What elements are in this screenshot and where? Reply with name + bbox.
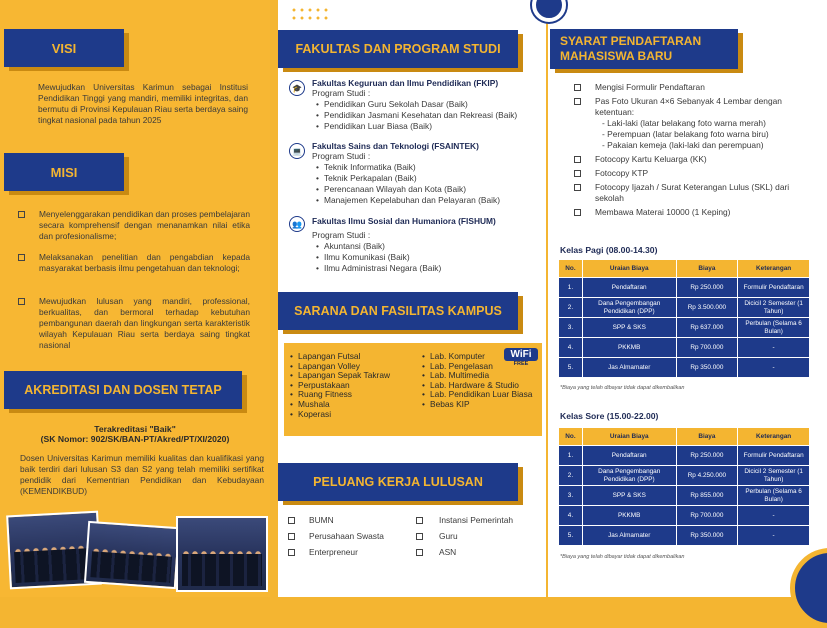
prodi-list [312, 99, 544, 132]
table-cell: - [738, 526, 810, 546]
prodi-item: • Pendidikan Jasmani Kesehatan dan Rekreasi (Baik) [316, 110, 544, 121]
checkbox-icon [18, 254, 25, 261]
table-cell: Rp 855.000 [676, 486, 738, 506]
graduation-photo-2 [84, 521, 180, 589]
misi-item [18, 209, 250, 242]
sarana-item: • Lab. Multimedia [422, 371, 534, 381]
misi-item-text: Menyelenggarakan pendidikan dan proses pembelajaran secara komprehensif dengan menanamkan nilai etika dan profesionalisme; [39, 209, 250, 241]
syarat-item [574, 207, 814, 218]
checkbox-icon [288, 549, 295, 556]
table-cell: 1. [559, 278, 583, 298]
sarana-item: • Lab. Hardware & Studio [422, 381, 534, 391]
syarat-item [574, 96, 814, 118]
checkbox-icon [574, 184, 581, 191]
syarat-sub-list [574, 118, 814, 151]
table-cell: Rp 700.000 [676, 506, 738, 526]
misi-item-text: Melaksanakan penelitian dan pengabdian kepada masyarakat berbasis ilmu pengetahuan dan teknologi; [39, 252, 250, 273]
akreditasi-title: AKREDITASI DAN DOSEN TETAP [24, 383, 222, 397]
sarana-item: • Lab. Komputer [422, 352, 534, 362]
people-icon: 👥 [289, 216, 305, 232]
peluang-item-text: Instansi Pemerintah [439, 515, 514, 525]
table-cell: Rp 3.500.000 [676, 298, 738, 318]
misi-title: MISI [50, 164, 78, 180]
table-cell: Dana Pengembangan Pendidikan (DPP) [582, 298, 676, 318]
akreditasi-status: Terakreditasi "Baik" [94, 424, 176, 434]
column-header: Uraian Biaya [582, 260, 676, 278]
peluang-item [416, 547, 456, 558]
misi-item [18, 296, 250, 351]
prodi-item: • Manajemen Kepelabuhan dan Pelayaran (Baik) [316, 195, 544, 206]
sarana-item: • Ruang Fitness [290, 390, 418, 400]
table-header-row [559, 260, 810, 278]
misi-item-text: Mewujudkan lulusan yang mandiri, professional, berkualitas, dan bermoral terhadap kebutuhan pembangunan daerah dan lingkungan serta karakteristik wilayah Kepulauan Riau serta berdaya saing tingkat nasional [39, 296, 250, 350]
table-cell: 3. [559, 486, 583, 506]
peluang-item [416, 515, 513, 526]
graduation-photo-3 [176, 516, 268, 592]
kelas-sore-title: Kelas Sore (15.00-22.00) [560, 411, 659, 421]
peluang-title: PELUANG KERJA LULUSAN [313, 475, 483, 489]
kelas-pagi-note: *Biaya yang telah dibayar tidak dapat dikembalikan [560, 385, 685, 391]
sarana-item: • Lapangan Sepak Takraw [290, 371, 418, 381]
fakultas-header [278, 30, 518, 68]
prodi-item: • Akuntansi (Baik) [316, 241, 544, 252]
syarat-sub-item: - Pakaian kemeja (laki-laki dan perempuan) [602, 140, 764, 150]
sarana-item: • Bebas KIP [422, 400, 534, 410]
visi-title: VISI [51, 40, 77, 56]
table-row [559, 278, 810, 298]
wifi-free-label: FREE [513, 361, 529, 367]
table-row [559, 338, 810, 358]
table-cell: 2. [559, 298, 583, 318]
table-cell: Formulir Pendaftaran [738, 278, 810, 298]
fakultas-block-fkip [312, 78, 544, 132]
table-cell: Rp 4.250.000 [676, 466, 738, 486]
syarat-item [574, 182, 814, 204]
monitor-icon: 💻 [289, 143, 305, 159]
prodi-list [312, 162, 544, 206]
table-cell: Dicicil 2 Semester (1 Tahun) [738, 466, 810, 486]
syarat-sub-item: - Perempuan (latar belakang foto warna biru) [602, 129, 769, 139]
peluang-item [288, 531, 384, 542]
prodi-list [312, 241, 544, 274]
syarat-item [574, 82, 814, 93]
table-cell: SPP & SKS [582, 486, 676, 506]
akreditasi-sk: (SK Nomor: 902/SK/BAN-PT/Akred/PT/XI/2020) [40, 434, 230, 444]
column-header: No. [559, 260, 583, 278]
checkbox-icon [416, 549, 423, 556]
sarana-item: • Lab. Pendidikan Luar Biasa [422, 390, 534, 400]
syarat-item-text: Mengisi Formulir Pendaftaran [595, 82, 705, 92]
wifi-label: WiFi [504, 348, 538, 361]
sarana-list-left [290, 352, 418, 419]
table-cell: Rp 350.000 [676, 526, 738, 546]
syarat-header [550, 29, 738, 69]
syarat-item-text: Fotocopy Ijazah / Surat Keterangan Lulus (SKL) dari sekolah [595, 182, 790, 203]
prodi-label: Program Studi : [312, 230, 371, 240]
sarana-item: • Koperasi [290, 410, 418, 420]
checkbox-icon [18, 298, 25, 305]
prodi-label: Program Studi : [312, 88, 371, 98]
table-cell: Rp 250.000 [676, 446, 738, 466]
fakultas-title: FAKULTAS DAN PROGRAM STUDI [295, 42, 501, 56]
visi-text: Mewujudkan Universitas Karimun sebagai Institusi Pendidikan Tinggi yang mandiri, memiliki integritas, dan bermutu di Provinsi Kepulauan Riau serta berdaya saing tingkat nasional pada tahun 2025 [38, 82, 248, 125]
sarana-header [278, 292, 518, 330]
akreditasi-header [4, 371, 242, 409]
table-row [559, 466, 810, 486]
table-header-row [559, 428, 810, 446]
table-cell: Jas Almamater [582, 526, 676, 546]
checkbox-icon [574, 209, 581, 216]
peluang-item-text: ASN [439, 547, 457, 557]
akreditasi-text: Dosen Universitas Karimun memiliki kualitas dan kualifikasi yang baik terdiri dari lulusan S3 dan S2 yang telah memiliki sertifikat pendidik dari Kementrian Pendidikan dan Kebudayaan (KEMENDIKBUD) [20, 453, 264, 496]
table-cell: Rp 350.000 [676, 358, 738, 378]
misi-item [18, 252, 250, 274]
checkbox-icon [574, 170, 581, 177]
table-cell: Pendaftaran [582, 446, 676, 466]
syarat-item-text: Fotocopy KTP [595, 168, 649, 178]
prodi-item: • Pendidikan Luar Biasa (Baik) [316, 121, 544, 132]
table-cell: 5. [559, 526, 583, 546]
visi-header [4, 29, 124, 67]
prodi-label: Program Studi : [312, 151, 371, 161]
table-cell: 3. [559, 318, 583, 338]
checkbox-icon [416, 517, 423, 524]
table-cell: 2. [559, 466, 583, 486]
syarat-item [574, 168, 814, 179]
table-cell: PKKMB [582, 338, 676, 358]
table-cell: Jas Almamater [582, 358, 676, 378]
table-cell: Perbulan (Selama 6 Bulan) [738, 486, 810, 506]
graduation-cap-icon: 🎓 [289, 80, 305, 96]
peluang-item [416, 531, 458, 542]
table-cell: 5. [559, 358, 583, 378]
peluang-item [288, 547, 358, 558]
table-row [559, 506, 810, 526]
fold-gap [270, 0, 278, 597]
syarat-item-text: Pas Foto Ukuran 4×6 Sebanyak 4 Lembar dengan ketentuan: [595, 96, 782, 117]
table-row [559, 526, 810, 546]
table-cell: - [738, 506, 810, 526]
fakultas-block-fsaintek [312, 141, 544, 206]
checkbox-icon [288, 517, 295, 524]
kelas-pagi-table [558, 259, 810, 378]
prodi-item: • Ilmu Administrasi Negara (Baik) [316, 263, 544, 274]
peluang-item-text: Enterpreneur [309, 547, 358, 557]
prodi-item: • Teknik Perkapalan (Baik) [316, 173, 544, 184]
peluang-item-text: BUMN [309, 515, 334, 525]
table-cell: - [738, 338, 810, 358]
peluang-item-text: Perusahaan Swasta [309, 531, 384, 541]
table-row [559, 486, 810, 506]
prodi-item: • Perencanaan Wilayah dan Kota (Baik) [316, 184, 544, 195]
syarat-list [574, 82, 814, 218]
table-cell: Formulir Pendaftaran [738, 446, 810, 466]
syarat-item-text: Fotocopy Kartu Keluarga (KK) [595, 154, 707, 164]
table-cell: 4. [559, 506, 583, 526]
table-row [559, 446, 810, 466]
syarat-sub-item: - Laki-laki (latar belakang foto warna merah) [602, 118, 766, 128]
peluang-item [288, 515, 334, 526]
dots-decoration [290, 6, 330, 22]
peluang-item-text: Guru [439, 531, 458, 541]
fakultas-name: Fakultas Ilmu Sosial dan Humaniora (FISHUM) [312, 216, 496, 226]
peluang-header [278, 463, 518, 501]
column-header: No. [559, 428, 583, 446]
fakultas-name: Fakultas Sains dan Teknologi (FSAINTEK) [312, 141, 479, 151]
sarana-item: • Lab. Pengelasan [422, 362, 534, 372]
syarat-item-text: Membawa Materai 10000 (1 Keping) [595, 207, 731, 217]
sarana-item: • Lapangan Futsal [290, 352, 418, 362]
table-cell: Perbulan (Selama 6 Bulan) [738, 318, 810, 338]
table-cell: 1. [559, 446, 583, 466]
syarat-item [574, 154, 814, 165]
table-cell: 4. [559, 338, 583, 358]
sarana-item: • Lapangan Volley [290, 362, 418, 372]
sarana-item: • Perpustakaan [290, 381, 418, 391]
column-header: Uraian Biaya [582, 428, 676, 446]
checkbox-icon [288, 533, 295, 540]
sarana-title: SARANA DAN FASILITAS KAMPUS [294, 304, 502, 318]
table-cell: Dana Pengembangan Pendidikan (DPP) [582, 466, 676, 486]
fakultas-block-fishum [312, 216, 544, 274]
table-row [559, 318, 810, 338]
syarat-title-line1: SYARAT PENDAFTARAN [560, 34, 702, 48]
kelas-sore-note: *Biaya yang telah dibayar tidak dapat dikembalikan [560, 554, 685, 560]
table-cell: Pendaftaran [582, 278, 676, 298]
table-cell: Rp 637.000 [676, 318, 738, 338]
column-header: Keterangan [738, 260, 810, 278]
syarat-title-line2: MAHASISWA BARU [560, 49, 673, 63]
table-cell: SPP & SKS [582, 318, 676, 338]
prodi-item: • Pendidikan Guru Sekolah Dasar (Baik) [316, 99, 544, 110]
fakultas-name: Fakultas Keguruan dan Ilmu Pendidikan (FKIP) [312, 78, 499, 88]
table-cell: Rp 700.000 [676, 338, 738, 358]
table-cell: - [738, 358, 810, 378]
column-header: Biaya [676, 260, 738, 278]
column-header: Biaya [676, 428, 738, 446]
checkbox-icon [416, 533, 423, 540]
table-cell: PKKMB [582, 506, 676, 526]
table-cell: Rp 250.000 [676, 278, 738, 298]
table-row [559, 358, 810, 378]
column-header: Keterangan [738, 428, 810, 446]
checkbox-icon [18, 211, 25, 218]
kelas-sore-table [558, 427, 810, 546]
checkbox-icon [574, 84, 581, 91]
checkbox-icon [574, 98, 581, 105]
sarana-item: • Mushala [290, 400, 418, 410]
checkbox-icon [574, 156, 581, 163]
wifi-icon [504, 348, 538, 367]
prodi-item: • Teknik Informatika (Baik) [316, 162, 544, 173]
table-cell: Dicicil 2 Semester (1 Tahun) [738, 298, 810, 318]
kelas-pagi-title: Kelas Pagi (08.00-14.30) [560, 245, 658, 255]
prodi-item: • Ilmu Komunikasi (Baik) [316, 252, 544, 263]
sarana-box [284, 343, 542, 436]
misi-header [4, 153, 124, 191]
table-row [559, 298, 810, 318]
